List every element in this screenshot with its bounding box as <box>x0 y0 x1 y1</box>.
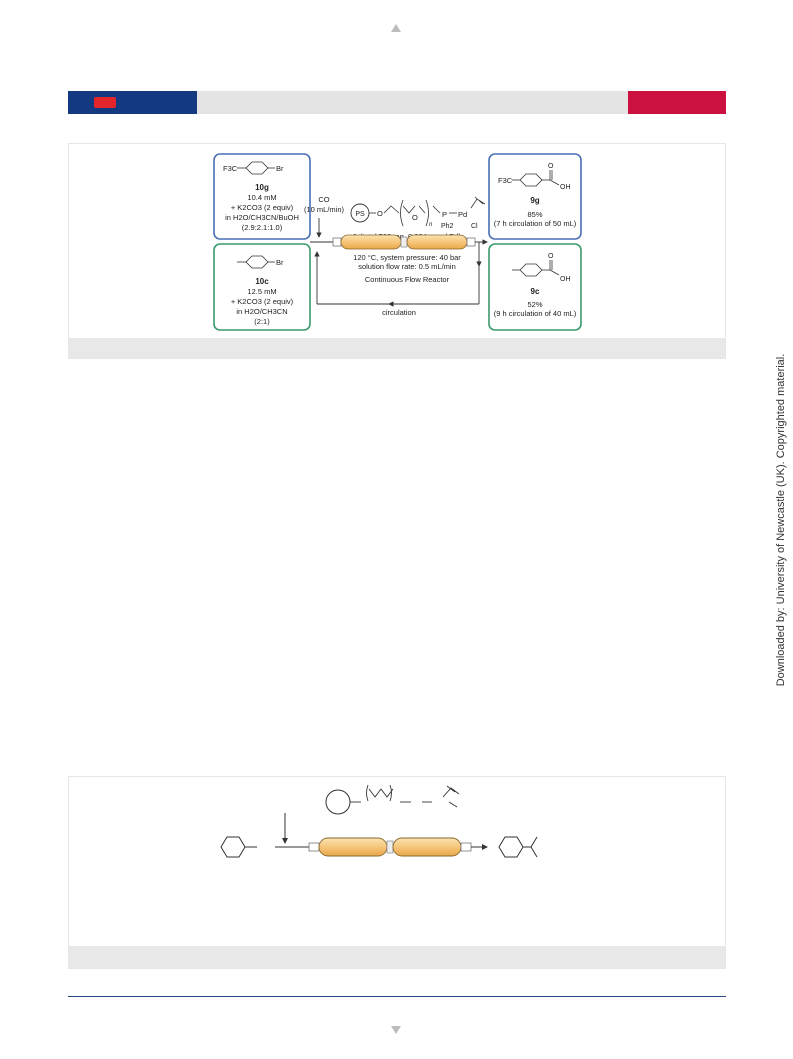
sm-10c-base: + K2CO3 (2 equiv) <box>230 297 294 306</box>
sm-10c-solvent: in H2O/CH3CN <box>236 307 288 316</box>
sm-10g-substituent: F3C <box>223 164 238 173</box>
prod-9c-note: (9 h circulation of 40 mL) <box>493 309 577 318</box>
sm-10c-ratio: (2:1) <box>254 317 270 326</box>
catalyst-cl: Cl <box>471 223 478 230</box>
prod-9g-note: (7 h circulation of 50 mL) <box>493 219 577 228</box>
benzene-ring-icon <box>499 837 523 857</box>
catalyst-description: mg, <box>393 232 406 241</box>
benzene-ring-icon <box>246 162 268 174</box>
next-page-arrow-icon[interactable] <box>391 1026 401 1034</box>
conditions-temperature-pressure: 120 °C, system pressure: 40 bar <box>353 253 461 262</box>
conditions-flow-rate: solution flow rate: 0.5 mL/min <box>358 262 456 271</box>
allyl-ligand-icon <box>443 786 459 807</box>
reactor-tube-2 <box>393 838 461 856</box>
prod-9g-oh: OH <box>560 184 571 191</box>
journal-badge <box>94 97 116 108</box>
allyl-ligand-icon <box>471 197 485 208</box>
inlet-connector <box>333 238 341 246</box>
sm-10g-base: + K2CO3 (2 equiv) <box>230 203 294 212</box>
prod-9g-yield: 85% <box>527 210 543 219</box>
reactor-label: Continuous Flow Reactor <box>364 275 450 284</box>
benzene-ring-icon <box>246 256 268 268</box>
prod-9g-substituent: F3C <box>498 176 513 185</box>
co-flow-rate: (10 mL/min) <box>303 205 345 214</box>
header-red-block <box>628 91 726 114</box>
benzene-ring-icon <box>221 837 245 857</box>
sm-10c-id: 10c <box>255 277 269 286</box>
outlet-connector <box>467 238 475 246</box>
header-blue-block <box>68 91 197 114</box>
linker-chain-icon <box>367 785 394 801</box>
sm-10g-halide: Br <box>276 164 284 173</box>
prod-9g-carbonyl-o: O <box>548 163 554 170</box>
prod-9c-yield: 52% <box>527 300 543 309</box>
header-bar <box>68 91 726 114</box>
prod-9g-id: 9g <box>530 196 540 205</box>
footer-rule <box>68 996 726 997</box>
inlet-connector <box>309 843 319 851</box>
catalyst-support-label: PS <box>355 211 365 218</box>
catalyst-n: n <box>429 222 433 228</box>
benzene-ring-icon <box>520 174 542 186</box>
figure-caption-bar <box>69 946 725 968</box>
catalyst-ph2: Ph2 <box>441 223 454 230</box>
scheme-figure-1 <box>68 143 726 359</box>
copyright-side-note-text: Downloaded by: University of Newcastle (UK). Copyrighted material. <box>775 353 787 687</box>
prod-9c-carbonyl-o: O <box>548 253 554 260</box>
circulation-label: circulation <box>382 308 416 317</box>
flow-reactor-graphic <box>69 777 725 947</box>
previous-page-arrow-icon[interactable] <box>391 24 401 32</box>
benzene-ring-icon <box>520 264 542 276</box>
figure-caption-bar <box>69 338 725 358</box>
sm-10c-conc: 12.5 mM <box>247 287 277 296</box>
polystyrene-support-icon <box>326 790 350 814</box>
reactor-tube-1 <box>319 838 387 856</box>
prod-9c-oh: OH <box>560 276 571 283</box>
catalyst-p: P <box>442 210 448 219</box>
sm-10g-solvent: in H2O/CH3CN/BuOH <box>225 213 299 222</box>
reactor-tube-2 <box>407 235 467 249</box>
prod-9c-id: 9c <box>530 287 540 296</box>
catalyst-pd: Pd <box>458 210 468 219</box>
sm-10c-halide: Br <box>276 258 284 267</box>
catalyst-o1: O <box>377 209 383 218</box>
sm-10g-id: 10g <box>255 183 269 192</box>
co-label: CO <box>318 195 330 204</box>
sm-10g-ratio: (2.9:2.1:1.0) <box>241 223 283 232</box>
outlet-connector <box>461 843 471 851</box>
catalyst-o2: O <box>412 213 418 222</box>
flow-carbonylation-scheme <box>69 144 725 340</box>
sm-10g-conc: 10.4 mM <box>247 193 277 202</box>
reactor-tube-1 <box>341 235 401 249</box>
scheme-figure-2 <box>68 776 726 969</box>
